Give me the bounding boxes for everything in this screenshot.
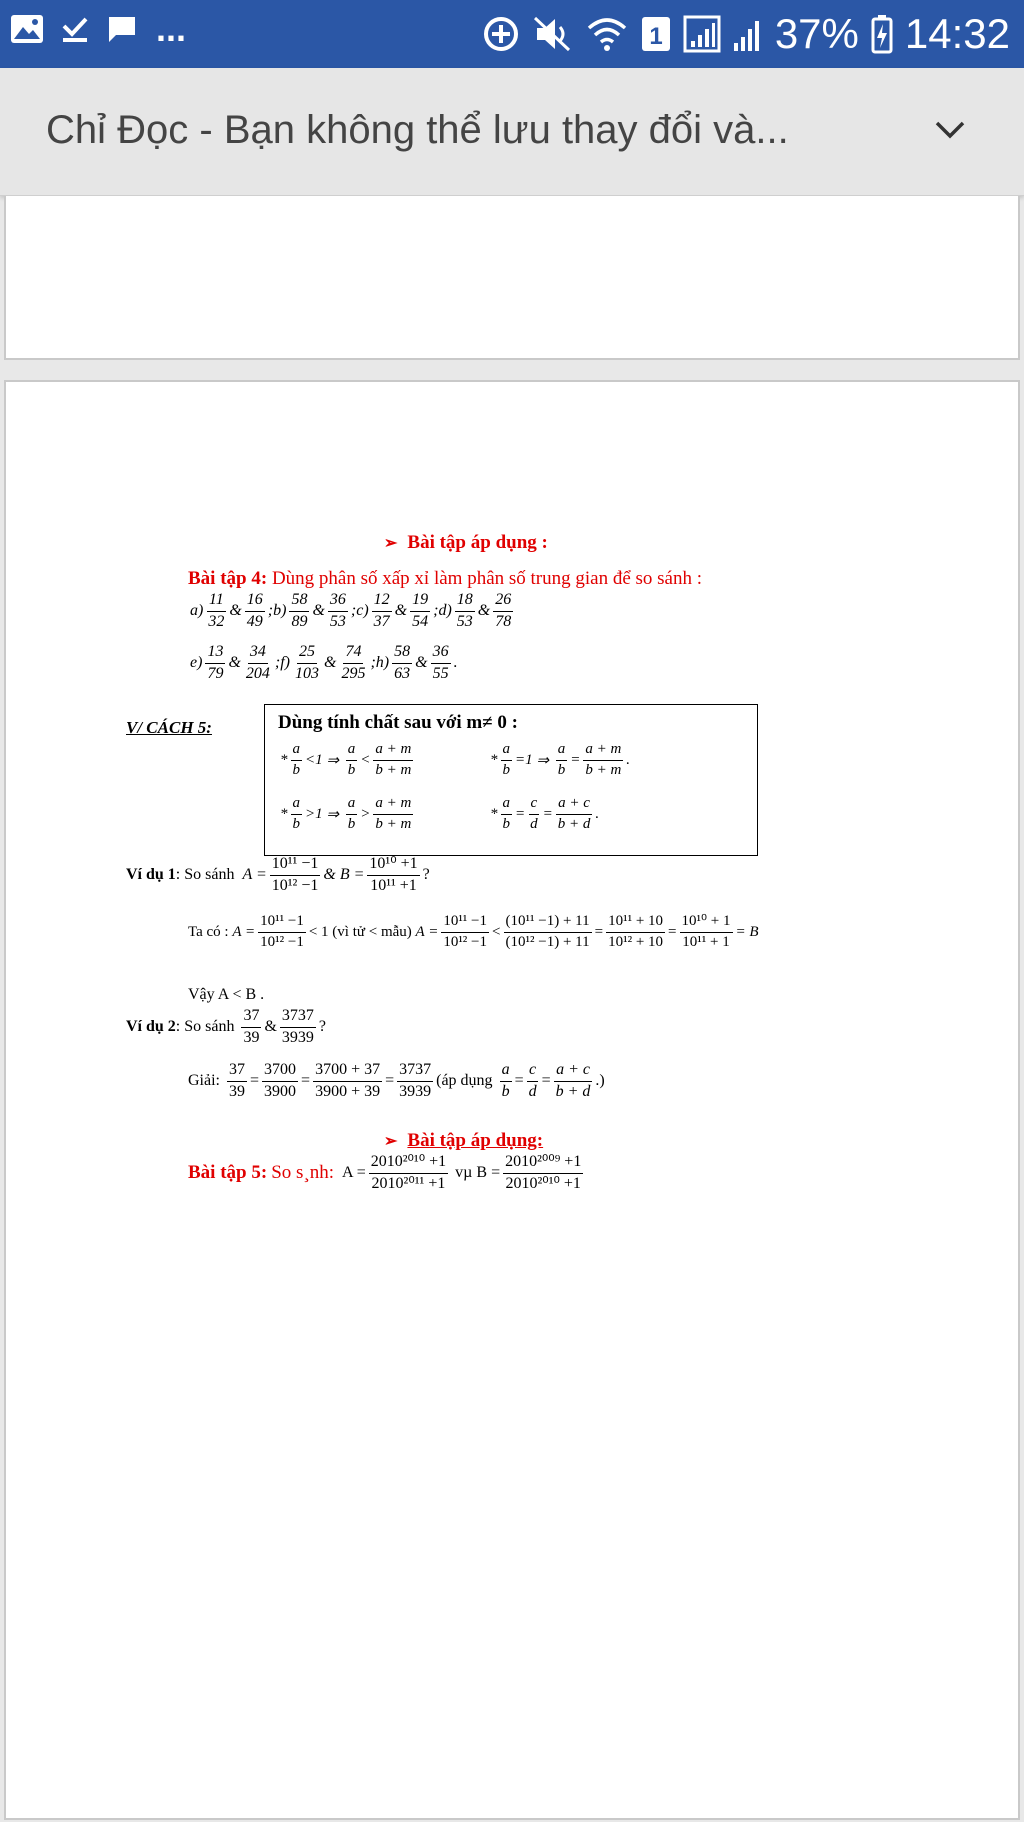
example-1: Ví dụ 1 : So sánh A = $\frac{\text{10¹¹ −1}}{\text{10¹² −1}}$ & B = $\frac{\text{10¹⁰ +1}}{\text{10¹¹ +1}}$ ? <box>126 855 430 894</box>
status-bar <box>0 0 1024 68</box>
arrow-bullet-icon: ➢ <box>384 535 398 552</box>
status-left <box>10 8 187 49</box>
svg-text:1: 1 <box>649 23 663 50</box>
battery-icon <box>871 14 893 54</box>
download-done-icon <box>60 14 90 44</box>
property-2: * $\frac{a}{b}$ =1 ⇒ $\frac{a}{b}$ = $\frac{a + m}{b + m}$ . <box>490 741 631 778</box>
wifi-icon <box>585 14 629 54</box>
section-heading-1: ➢ Bài tập áp dụng : <box>384 532 548 553</box>
arrow-bullet-icon: ➢ <box>384 1133 398 1150</box>
exercise-5: Bài tập 5: So s¸nh: A = $\frac{\text{2010²⁰¹⁰ +1}}{\text{2010²⁰¹¹ +1}}$ vµ B = $\frac{\text{2010²⁰⁰⁹ +1}}{\text{2010²⁰¹⁰ +1}}$ <box>188 1153 582 1192</box>
method-5-box-title: Dùng tính chất sau với m≠ 0 : <box>278 712 519 733</box>
image-icon <box>10 14 44 44</box>
previous-page <box>4 196 1020 360</box>
sim-1-icon <box>641 16 671 52</box>
document-content <box>6 382 1022 1822</box>
property-3: * $\frac{a}{b}$ >1 ⇒ $\frac{a}{b}$ > $\frac{a + m}{b + m}$ <box>280 795 412 832</box>
signal-2-icon <box>733 15 763 53</box>
message-icon <box>106 14 138 44</box>
more-indicator: ... <box>156 8 187 49</box>
example-2-solution: Giải: $\frac{37}{39}$ = $\frac{3700}{3900}$ = $\frac{3700 + 37}{3900 + 39}$ = $\frac{3737}{3939}$ (áp dụng $\frac{a}{b}$ = $\frac{c}{d}$ = $\frac{a + c}{b + d}$ .) <box>188 1061 605 1100</box>
example-1-solution: Ta có : A = $\frac{\text{10¹¹ −1}}{\text{10¹² −1}}$ < 1 (vì tử < mẫu) A = $\frac{\text{10¹¹ −1}}{\text{10¹² −1}}$ < $\frac{\text{(10¹¹ −1) + 11}}{\text{(10¹² −1) + 11}}$ = $\frac{\text{10¹¹ + 10}}{\text{10¹² + 10}}$ = $\frac{\text{10¹⁰ + 1}}{\text{10¹¹ + 1}}$ = B <box>188 913 759 950</box>
exercise-4-line-1: a) $\frac{11}{32}$ & $\frac{16}{49}$ ;b) $\frac{58}{89}$ & $\frac{36}{53}$ ;c) $\frac{12}{37}$ & $\frac{19}{54}$ ;d) $\frac{18}{53}$ & $\frac{26}{78}$ <box>190 591 512 630</box>
read-only-message: Chỉ Đọc - Bạn không thể lưu thay đổi và... <box>46 108 789 152</box>
exercise-4-line-2: e) $\frac{13}{79}$ & $\frac{34}{204}$ ;f) $\frac{25}{103}$ & $\frac{74}{295}$ ;h) $\frac{58}{63}$ & $\frac{36}{55}$ . <box>190 643 458 682</box>
mute-icon <box>533 14 573 54</box>
signal-icon <box>683 15 721 53</box>
document-page <box>4 380 1020 1820</box>
read-only-banner[interactable] <box>0 68 1024 196</box>
chevron-down-icon[interactable] <box>934 118 966 147</box>
battery-percent: 37% <box>774 10 859 57</box>
property-1: * $\frac{a}{b}$ <1 ⇒ $\frac{a}{b}$ < $\frac{a + m}{b + m}$ <box>280 741 412 778</box>
example-2: Ví dụ 2 : So sánh $\frac{37}{39}$ & $\frac{3737}{3939}$ ? <box>126 1007 327 1046</box>
exercise-4-title: Bài tập 4: Dùng phân số xấp xỉ làm phân số trung gian để so sánh : <box>188 568 703 589</box>
data-saver-icon <box>481 14 521 54</box>
example-1-conclusion: Vậy A < B . <box>188 986 265 1003</box>
property-4: * $\frac{a}{b}$ = $\frac{c}{d}$ = $\frac{a + c}{b + d}$ . <box>490 795 600 832</box>
section-heading-2: ➢ Bài tập áp dụng: <box>384 1130 544 1151</box>
status-right <box>481 10 1010 58</box>
method-5-label: V/ CÁCH 5: <box>126 718 212 737</box>
clock: 14:32 <box>904 10 1010 57</box>
